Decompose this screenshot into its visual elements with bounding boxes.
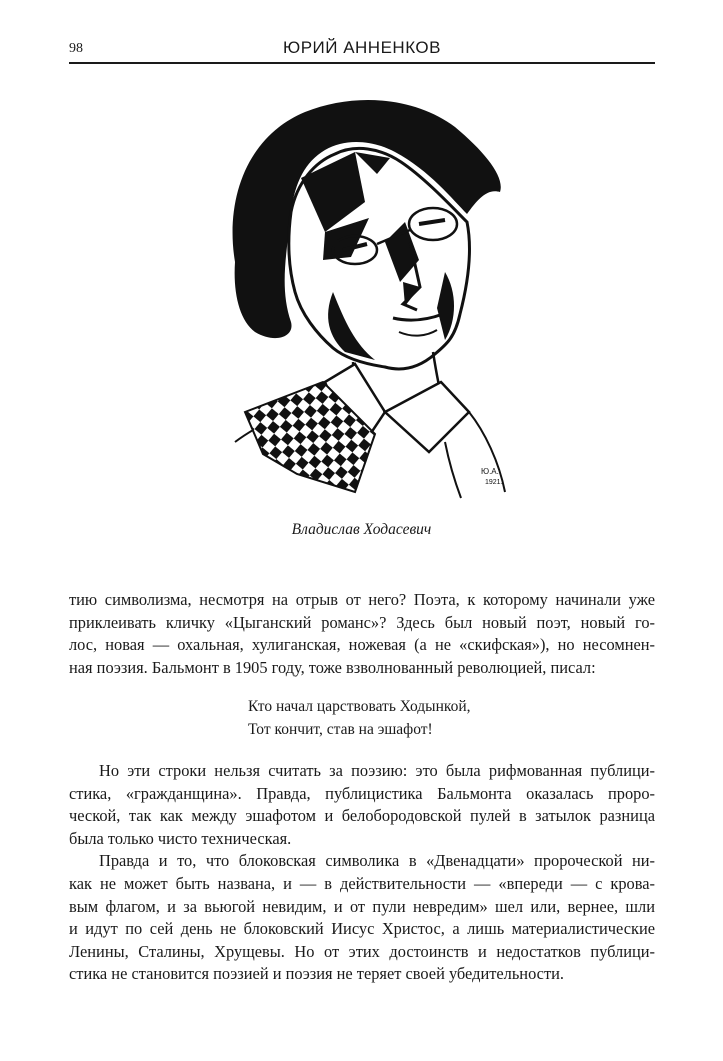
paragraph-1 — [69, 589, 655, 679]
portrait-illustration — [205, 82, 525, 500]
page-header — [69, 38, 655, 64]
paragraph-2-3 — [69, 760, 655, 986]
text-line: лос, новая — охальная, хулиганская, ножевая (а не «скифская»), но несомнен- — [69, 635, 655, 655]
poem-line: Кто начал царствовать Ходынкой, — [248, 698, 471, 715]
text-line: ческой, так как между эшафотом и белобородовской пулей в затылок разница — [69, 806, 655, 826]
text-line: стика не становится поэзией и поэзия не теряет своей убедительности. — [69, 964, 564, 984]
text-line: вым флагом, и за вьюгой невидим, и от пули невредим» шел или, вернее, шли — [69, 896, 655, 916]
text-line: стика, «гражданщина». Правда, публицистика Бальмонта оказалась проро- — [69, 783, 655, 803]
text-line: приклеивать кличку «Цыганский романс»? Здесь был новый поэт, новый го- — [69, 612, 655, 632]
poem-line: Тот кончит, став на эшафот! — [248, 721, 433, 738]
text-line: была только чисто техническая. — [69, 828, 292, 848]
text-line: как не может быть названа, и — в действительности — «впереди — с крова- — [69, 873, 655, 893]
text-line: Ленины, Сталины, Хрущевы. Но от этих достоинств и недостатков публици- — [69, 941, 655, 961]
text-line: Но эти строки нельзя считать за поэзию: это была рифмованная публици- — [99, 761, 655, 780]
text-line: ная поэзия. Бальмонт в 1905 году, тоже взволнованный революцией, писал: — [69, 657, 596, 677]
svg-text:1921.: 1921. — [485, 479, 503, 486]
text-line: Правда и то, что блоковская символика в «Двенадцати» пророческой ни- — [99, 851, 655, 871]
page-number: 98 — [69, 41, 83, 56]
running-title: ЮРИЙ АННЕНКОВ — [283, 38, 441, 57]
text-line: и идут по сей день не блоковский Иисус Христос, а лишь материалистические — [69, 919, 655, 939]
text-line: тию символизма, несмотря на отрыв от него? Поэта, к которому начинали уже — [69, 590, 655, 609]
poem-quote — [248, 695, 471, 741]
illustration-caption: Владислав Ходасевич — [291, 521, 432, 538]
artist-signature: Ю.А. — [481, 467, 499, 476]
